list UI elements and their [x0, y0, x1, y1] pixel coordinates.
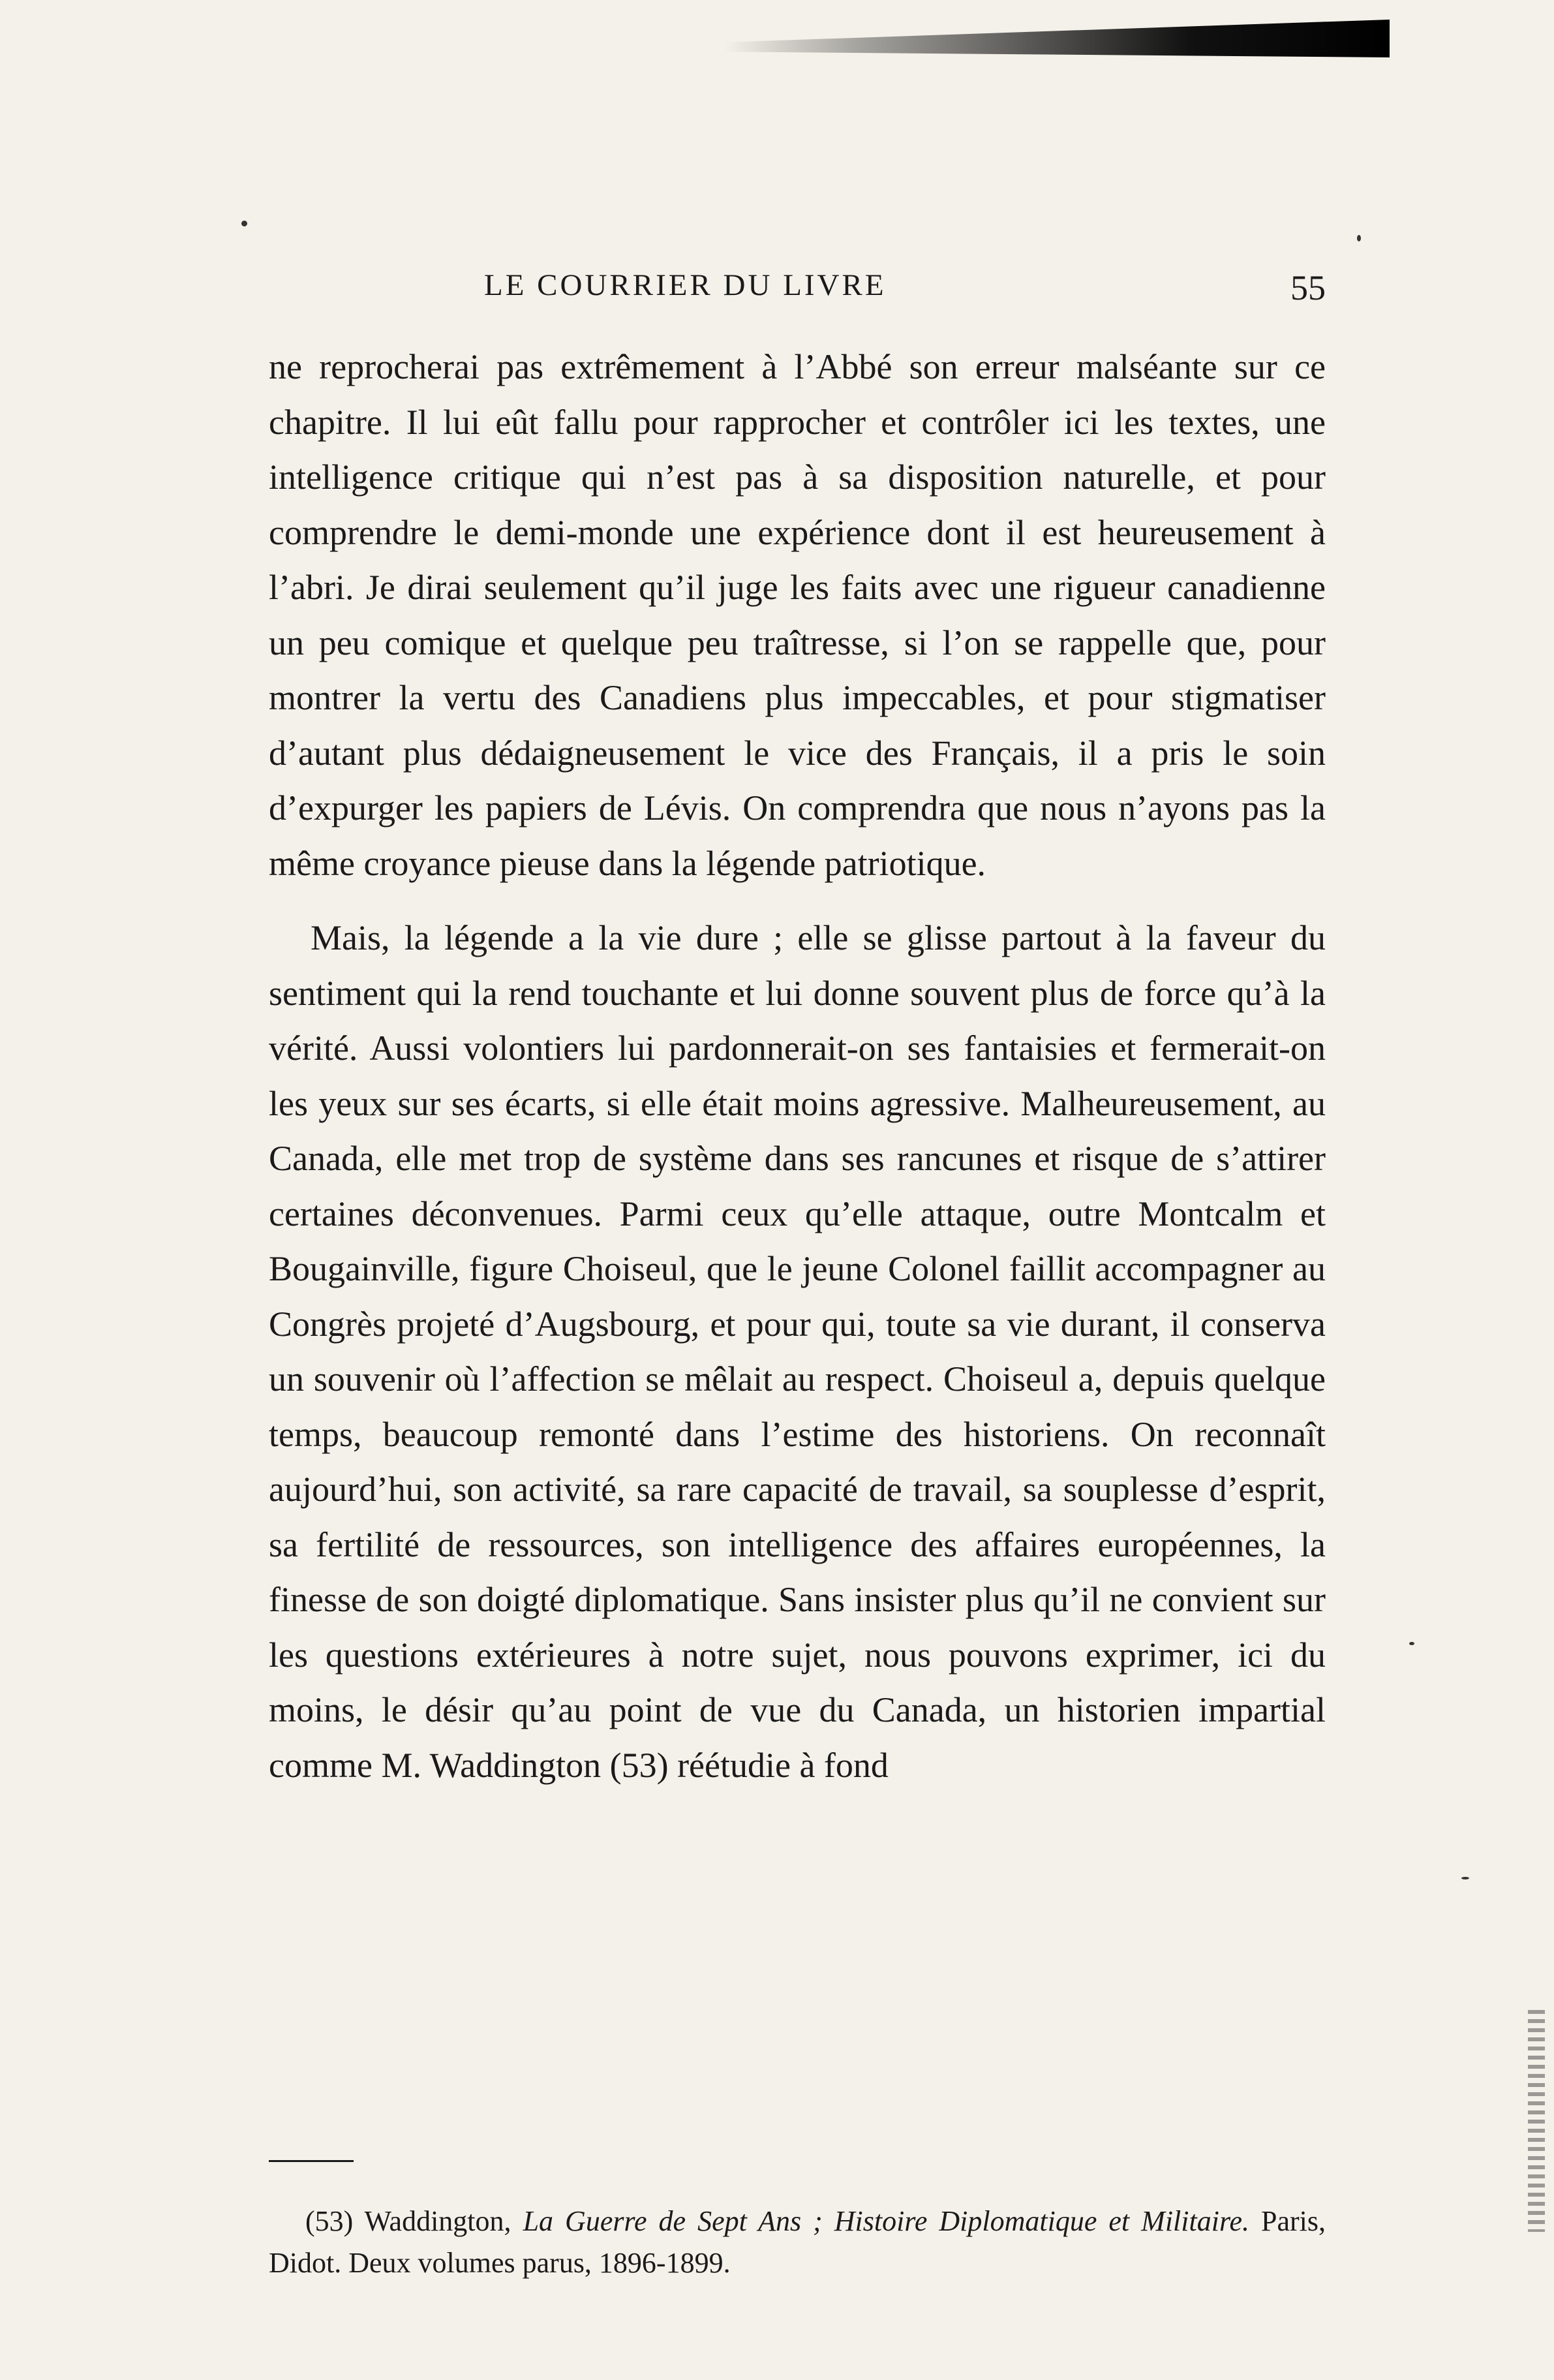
footnote — [269, 2201, 1326, 2284]
footnote-title-1: La Guerre de Sept Ans ; — [523, 2205, 823, 2237]
scan-speck — [241, 221, 247, 226]
footnote-author: Waddington, — [364, 2205, 511, 2237]
scan-edge-artifact — [724, 20, 1390, 57]
paragraph-continued: ne reprocherai pas extrêmement à l’Abbé son erreur malséante sur ce chapitre. Il lui eût fallu pour rapprocher et contrôler ici les textes, une intelligence critique qui n’est pas à sa disposition naturelle, et pour comprendre le demi-monde une expérience dont il est heureusement à l’abri. Je dirai seulement qu’il juge les faits avec une rigueur canadienne un peu comique et quelque peu traîtresse, si l’on se rappelle que, pour montrer la vertu des Canadiens plus impeccables, et pour stigmatiser d’autant plus dédaigneusement le vice des Français, il a pris le soin d’expurger les papiers de Lévis. On comprendra que nous n’ayons pas la même croyance pieuse dans la légende patriotique. — [269, 347, 1326, 883]
running-title: LE COURRIER DU LIVRE — [484, 268, 887, 302]
footnote-title-2: Histoire Diplomatique et Militaire. — [834, 2205, 1249, 2237]
page-number: 55 — [1290, 268, 1326, 307]
paragraph: Mais, la légende a la vie dure ; elle se glisse partout à la faveur du sentiment qui la rend touchante et lui donne souvent plus de force qu’à la vérité. Aussi volontiers lui pardonnerait-on ses fantaisies et fermerait-on les yeux sur ses écarts, si elle était moins agressive. Malheureusement, au Canada, elle met trop de système dans ses rancunes et risque de s’attirer certaines déconvenues. Parmi ceux qu’elle attaque, outre Montcalm et Bougainville, figure Choiseul, que le jeune Colonel faillit accompagner au Congrès projeté d’Augsbourg, et pour qui, toute sa vie durant, il conserva un souvenir où l’affection se mêlait au respect. Choiseul a, depuis quelque temps, beaucoup remonté dans l’estime des historiens. On reconnaît aujourd’hui, son activité, sa rare capacité de travail, sa souplesse d’esprit, sa fertilité de ressources, son intelligence des affaires européennes, la finesse de son doigté diplomatique. Sans insister plus qu’il ne convient sur les questions extérieures à notre sujet, nous pouvons exprimer, ici du moins, le désir qu’au point de vue du Canada, un historien impartial comme M. Waddington (53) réétudie à fond — [269, 918, 1326, 1785]
scan-speck — [1357, 235, 1361, 241]
footnote-publisher: Paris, Didot. Deux volumes parus, 1896-1899. — [269, 2205, 1326, 2279]
margin-scan-noise — [1528, 2010, 1545, 2232]
footnote-rule — [269, 2160, 354, 2162]
scan-speck — [1409, 1642, 1414, 1645]
scan-speck — [1461, 1877, 1469, 1879]
body-text — [269, 339, 1326, 1793]
footnote-marker: (53) — [305, 2205, 354, 2237]
running-head — [269, 268, 1326, 313]
